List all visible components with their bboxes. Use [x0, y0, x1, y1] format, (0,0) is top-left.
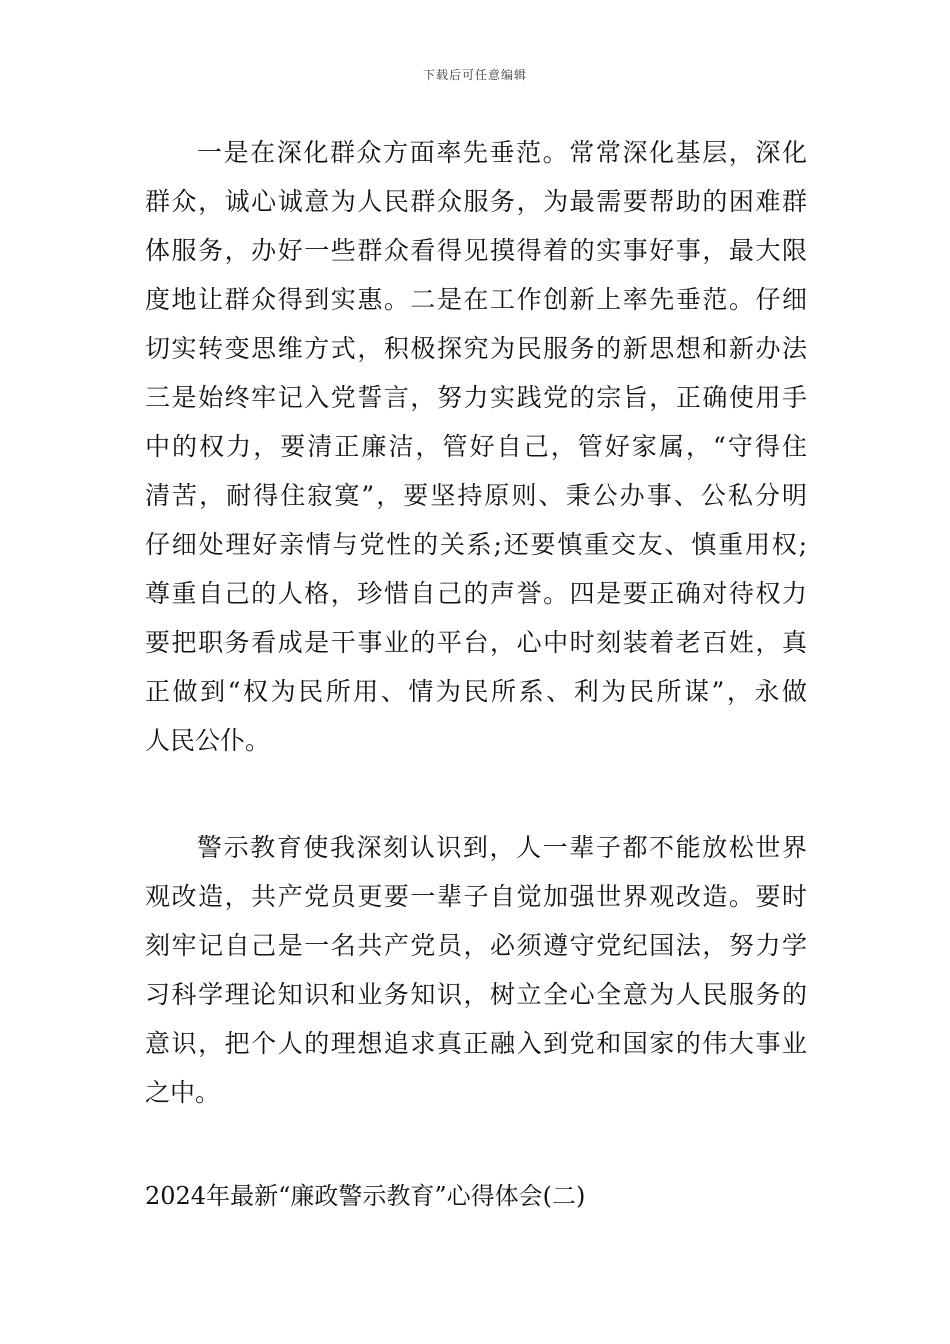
text-line: 群众，诚心诚意为人民群众服务，为最需要帮助的困难群 [145, 187, 807, 216]
text-line: 一是在深化群众方面率先垂范。常常深化基层，深化 [197, 138, 807, 167]
text-line: 清苦，耐得住寂寞”，要坚持原则、秉公办事、公私分明 [145, 481, 807, 510]
paragraph-2 [145, 823, 807, 1117]
text-line: 体服务，办好一些群众看得见摸得着的实事好事，最大限 [145, 236, 807, 265]
text-line: 中的权力，要清正廉洁，管好自己，管好家属，“守得住 [145, 432, 807, 461]
text-line: 仔细处理好亲情与党性的关系;还要慎重交友、慎重用权; [145, 530, 807, 559]
text-line: 切实转变思维方式，积极探究为民服务的新思想和新办法 [145, 334, 807, 363]
text-line: 刻牢记自己是一名共产党员，必须遵守党纪国法，努力学 [145, 931, 807, 960]
text-line: 观改造，共产党员更要一辈子自觉加强世界观改造。要时 [145, 882, 807, 911]
text-line: 三是始终牢记入党誓言，努力实践党的宗旨，正确使用手 [145, 383, 807, 412]
paragraph-1 [145, 128, 807, 765]
text-line: 意识，把个人的理想追求真正融入到党和国家的伟大事业 [145, 1029, 807, 1058]
header-note: 下载后可任意编辑 [422, 68, 527, 82]
section-title: 2024年最新“廉政警示教育”心得体会(二) [145, 1182, 586, 1210]
text-line: 要把职务看成是干事业的平台，心中时刻装着老百姓，真 [145, 628, 807, 657]
text-line: 正做到“权为民所用、情为民所系、利为民所谋”，永做 [145, 677, 807, 706]
text-line: 之中。 [145, 1078, 221, 1107]
text-line: 习科学理论知识和业务知识，树立全心全意为人民服务的 [145, 980, 807, 1009]
text-line: 尊重自己的人格，珍惜自己的声誉。四是要正确对待权力 [145, 579, 807, 608]
text-line: 人民公仆。 [145, 726, 271, 755]
text-line: 警示教育使我深刻认识到，人一辈子都不能放松世界 [197, 833, 807, 862]
text-line: 度地让群众得到实惠。二是在工作创新上率先垂范。仔细 [145, 285, 807, 314]
